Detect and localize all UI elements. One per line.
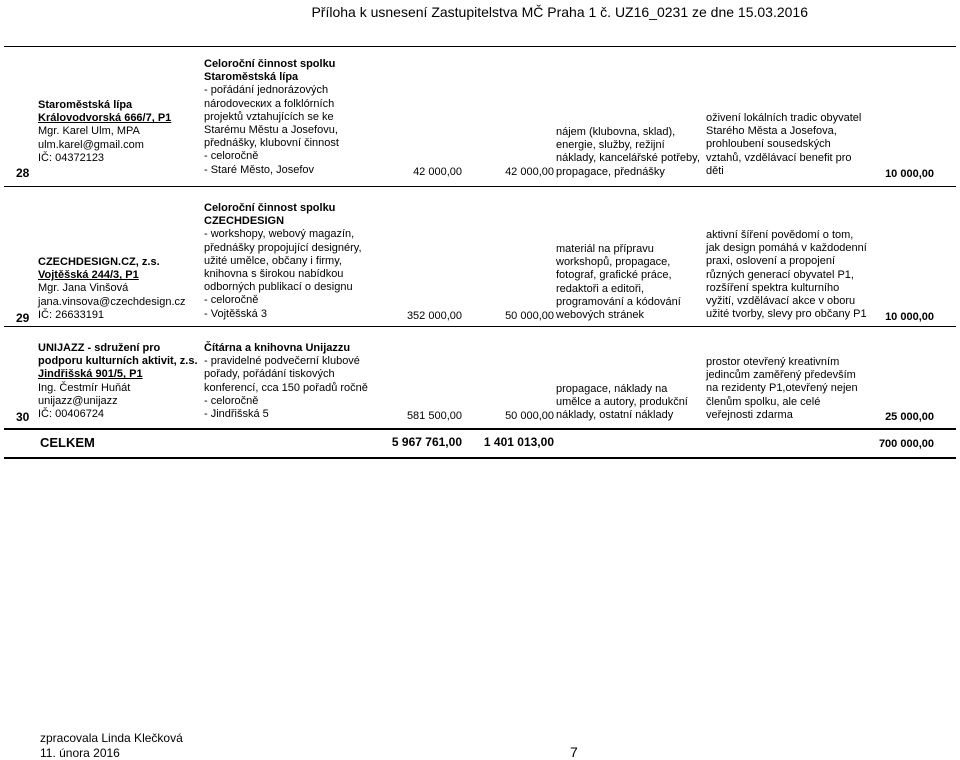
applicant-address: Vojtěšská 244/3, P1	[38, 269, 139, 282]
applicant-address: Královodvorská 666/7, P1	[38, 112, 172, 125]
project-line: projektů vztahujících se ke	[204, 110, 334, 123]
applicant-cell	[38, 342, 198, 421]
purpose-cell	[556, 126, 700, 179]
purpose-line: propagace, náklady na	[556, 383, 668, 395]
applicant-name-cont: podporu kulturních aktivit, z.s.	[38, 355, 198, 368]
applicant-contact: Mgr. Karel Ulm, MPA	[38, 125, 140, 138]
benefit-line: oživení lokálních tradic obyvatel	[706, 112, 862, 124]
project-line: CZECHDESIGN	[204, 215, 285, 228]
benefit-line: jak design pomáhá v každodenní	[706, 242, 867, 255]
applicant-email: ulm.karel@gmail.com	[38, 138, 144, 151]
requested-amount: 50 000,00	[505, 410, 554, 422]
divider	[4, 186, 956, 187]
benefit-line: praxi, oslovení a propojení	[706, 255, 836, 268]
project-line: Starému Městu a Josefovu,	[204, 124, 338, 137]
purpose-line: náklady, ostatní náklady	[556, 409, 674, 422]
purpose-line: propagace, přednášky	[556, 165, 665, 178]
prepared-by: zpracovala Linda Klečková	[40, 731, 183, 745]
footer-date: 11. února 2016	[40, 746, 120, 760]
page-number: 7	[570, 744, 578, 760]
purpose-line: webových stránek	[556, 309, 645, 322]
applicant-cell	[38, 256, 186, 322]
granted-sum: 700 000,00	[878, 438, 934, 450]
purpose-line: nájem (klubovna, sklad),	[556, 126, 676, 138]
purpose-line: náklady, kancelářské potřeby,	[556, 152, 700, 165]
purpose-line: redaktoři a editoři,	[556, 282, 645, 295]
applicant-id: IČ: 04372123	[38, 151, 105, 164]
project-line: - celoročně	[204, 150, 259, 163]
purpose-line: fotograf, grafické práce,	[556, 269, 672, 282]
divider	[4, 326, 956, 327]
project-cell	[204, 342, 368, 421]
benefit-line: vztahů, vzdělávací benefit pro	[706, 151, 852, 164]
project-line: přednášky propojující designéry,	[204, 241, 362, 254]
project-line: přednášky, klubovní činnost	[204, 137, 339, 150]
requested-amount: 42 000,00	[505, 166, 554, 178]
project-line: odborných publikací o designu	[204, 281, 353, 294]
total-amount: 581 500,00	[406, 410, 462, 422]
applicant-id: IČ: 26633191	[38, 308, 105, 321]
row-number: 30	[16, 410, 30, 424]
requested-sum: 1 401 013,00	[483, 435, 554, 449]
applicant-cell	[38, 99, 171, 165]
project-line: - pravidelné podvečerní klubové	[204, 355, 360, 368]
applicant-address: Jindřišská 901/5, P1	[38, 368, 143, 381]
divider	[4, 457, 956, 459]
benefit-line: na rezidenty P1,otevřený nejen	[706, 382, 858, 395]
purpose-line: programování a kódování	[556, 295, 681, 308]
benefit-line: různých generací obyvatel P1,	[706, 268, 854, 281]
project-line: konferencí, cca 150 pořadů ročně	[204, 381, 368, 394]
project-line: - Vojtěšská 3	[204, 307, 267, 320]
purpose-cell	[556, 383, 688, 423]
project-line: Celoroční činnost spolku	[204, 202, 336, 214]
applicant-contact: Mgr. Jana Vinšová	[38, 282, 129, 295]
purpose-line: materiál na přípravu	[556, 243, 654, 255]
purpose-line: energie, služby, režijní	[556, 139, 665, 152]
granted-amount: 10 000,00	[885, 168, 934, 180]
total-sum: 5 967 761,00	[391, 435, 462, 449]
benefit-line: vyžití, vzdělávací akce v oboru	[706, 295, 856, 308]
benefit-line: rozšíření spektra kulturního	[706, 281, 840, 294]
applicant-name: UNIJAZZ - sdružení pro	[38, 342, 161, 354]
header-title: Příloha k usnesení Zastupitelstva MČ Praha 1 č. UZ16_0231 ze dne 15.03.2016	[311, 4, 808, 20]
row-number: 29	[16, 311, 30, 325]
project-line: - pořádání jednorázových	[204, 84, 329, 97]
purpose-line: umělce a autory, produkční	[556, 396, 688, 409]
applicant-contact: Ing. Čestmír Huňát	[38, 381, 131, 394]
document-header	[28, 4, 808, 20]
benefit-line: aktivní šíření povědomí o tom,	[706, 229, 854, 241]
applicant-id: IČ: 00406724	[38, 408, 105, 421]
project-line: - celoročně	[204, 394, 259, 407]
project-cell	[204, 58, 339, 177]
granted-amount: 25 000,00	[885, 411, 934, 423]
total-label: CELKEM	[40, 435, 95, 450]
total-amount: 42 000,00	[413, 166, 462, 178]
benefit-cell	[706, 112, 861, 178]
benefit-line: děti	[706, 164, 724, 177]
project-line: Čítárna a knihovna Unijazzu	[204, 342, 351, 354]
benefit-line: členům spolku, ale celé	[706, 395, 821, 408]
applicant-name: Staroměstská lípa	[38, 99, 133, 111]
benefit-line: prohloubení sousedských	[706, 138, 831, 151]
row-number: 28	[16, 166, 30, 180]
project-line: užité umělce, občany i firmy,	[204, 254, 342, 267]
purpose-cell	[556, 243, 681, 322]
benefit-line: prostor otevřený kreativním	[706, 356, 840, 368]
purpose-line: workshopů, propagace,	[556, 256, 671, 269]
project-line: - celoročně	[204, 294, 259, 307]
project-cell	[204, 202, 362, 321]
project-line: Staroměstská lípa	[204, 71, 299, 84]
applicant-email: jana.vinsova@czechdesign.cz	[38, 295, 186, 308]
benefit-line: užité tvorby, slevy pro občany P1	[706, 308, 867, 321]
benefit-line: Starého Města a Josefova,	[706, 125, 837, 138]
applicant-email: unijazz@unijazz	[38, 394, 118, 407]
project-line: pořady, pořádání tiskových	[204, 368, 335, 381]
project-line: národovecких a folklórních	[204, 97, 335, 110]
requested-amount: 50 000,00	[505, 310, 554, 322]
benefit-line: veřejnosti zdarma	[706, 408, 793, 421]
project-line: - workshopy, webový magazín,	[204, 228, 355, 241]
divider	[4, 46, 956, 47]
granted-amount: 10 000,00	[885, 311, 934, 323]
benefit-cell	[706, 356, 858, 422]
total-amount: 352 000,00	[406, 310, 462, 322]
applicant-name: CZECHDESIGN.CZ, z.s.	[38, 256, 160, 268]
benefit-line: jedincům zaměřený především	[706, 369, 856, 382]
project-line: Celoroční činnost spolku	[204, 58, 336, 70]
benefit-cell	[706, 229, 867, 321]
divider	[4, 428, 956, 430]
project-line: - Staré Město, Josefov	[204, 163, 315, 176]
project-line: - Jindřišská 5	[204, 408, 269, 421]
project-line: knihovna s širokou nabídkou	[204, 268, 344, 281]
